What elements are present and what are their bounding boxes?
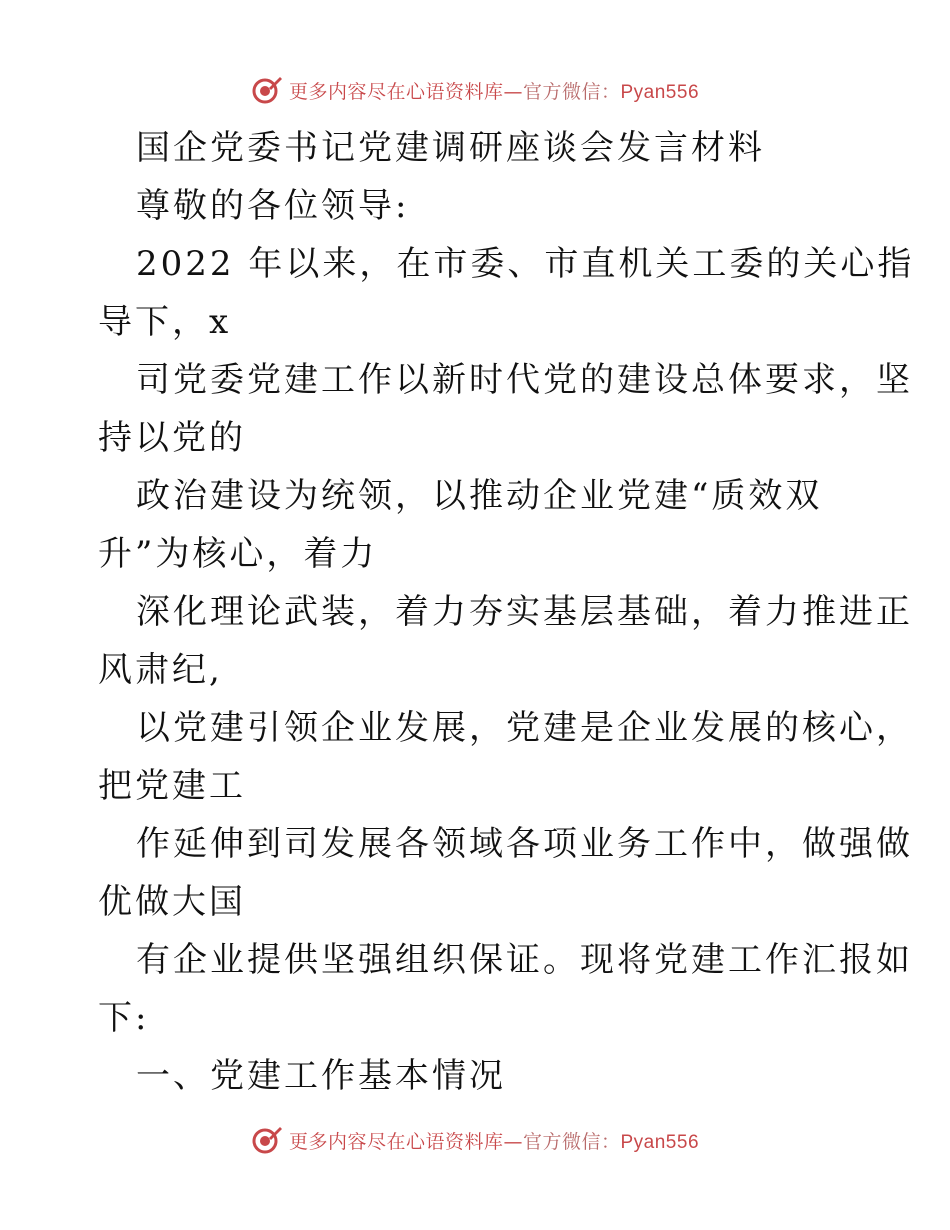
paragraph-line: 2022 年以来，在市委、市直机关工委的关心指 bbox=[136, 244, 915, 284]
paragraph-line: 导下，x bbox=[98, 302, 232, 342]
salutation: 尊敬的各位领导: bbox=[136, 186, 410, 226]
paragraph-line: 以党建引领企业发展，党建是企业发展的核心， bbox=[136, 708, 913, 748]
document-title: 国企党委书记党建调研座谈会发言材料 bbox=[136, 128, 765, 168]
watermark-text: 更多内容尽在心语资料库—官方微信：Pyan556 bbox=[288, 80, 700, 103]
header-watermark bbox=[0, 70, 950, 110]
footer-watermark bbox=[0, 1120, 950, 1160]
watermark-text: 更多内容尽在心语资料库—官方微信：Pyan556 bbox=[288, 1130, 700, 1153]
paragraph-line: 优做大国 bbox=[98, 882, 246, 922]
paragraph-line: 把党建工 bbox=[98, 766, 246, 806]
paragraph-line: 升”为核心，着力 bbox=[98, 534, 378, 574]
paragraph-line: 风肃纪, bbox=[98, 650, 223, 690]
pen-seal-logo-icon bbox=[251, 74, 283, 106]
paragraph-line: 作延伸到司发展各领域各项业务工作中，做强做 bbox=[136, 824, 913, 864]
paragraph-line: 深化理论武装，着力夯实基层基础，着力推进正 bbox=[136, 592, 913, 632]
paragraph-line: 持以党的 bbox=[98, 418, 246, 458]
paragraph-line: 下: bbox=[98, 998, 150, 1038]
paragraph-line: 有企业提供坚强组织保证。现将党建工作汇报如 bbox=[136, 940, 913, 980]
section-heading: 一、党建工作基本情况 bbox=[136, 1056, 506, 1096]
pen-seal-logo-icon bbox=[251, 1124, 283, 1156]
paragraph-line: 政治建设为统领，以推动企业党建“质效双 bbox=[136, 476, 823, 516]
paragraph-line: 司党委党建工作以新时代党的建设总体要求，坚 bbox=[136, 360, 913, 400]
